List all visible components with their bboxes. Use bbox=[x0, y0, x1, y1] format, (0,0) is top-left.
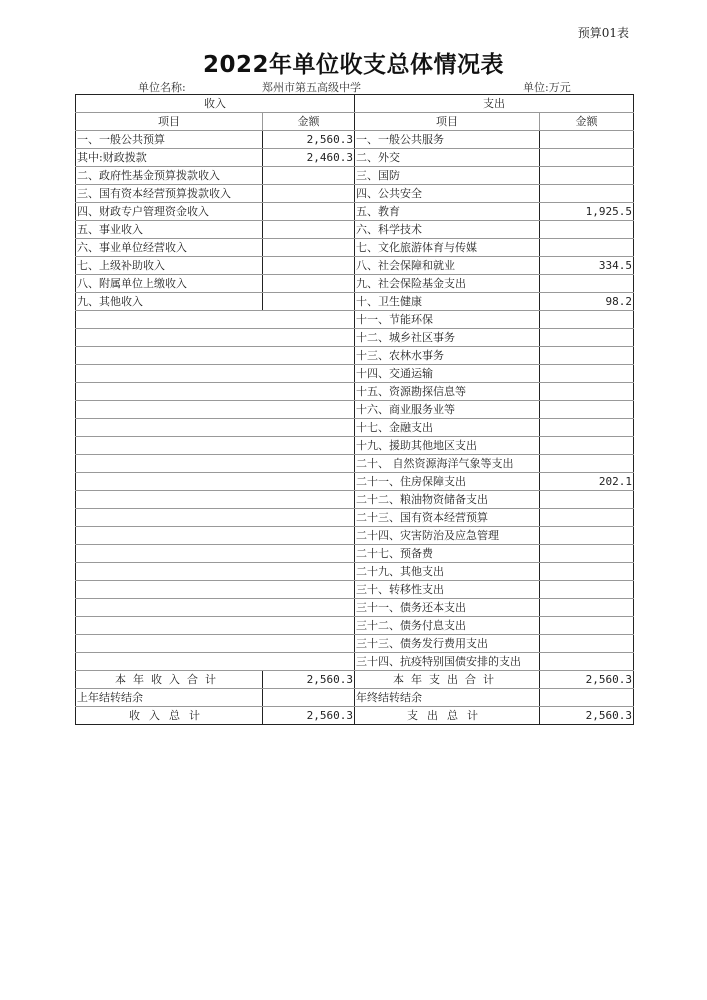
income-item: 五、事业收入 bbox=[76, 221, 263, 239]
expense-amount bbox=[540, 365, 634, 383]
table-row bbox=[76, 329, 634, 347]
income-amount: 2,560.3 bbox=[263, 131, 355, 149]
expense-year-total-amount: 2,560.3 bbox=[540, 671, 634, 689]
expense-amount: 98.2 bbox=[540, 293, 634, 311]
table-row bbox=[76, 347, 634, 365]
currency-unit: 单位:万元 bbox=[523, 81, 571, 94]
income-empty-cell bbox=[76, 473, 355, 491]
expense-amount bbox=[540, 347, 634, 365]
income-empty-cell bbox=[76, 563, 355, 581]
expense-amount bbox=[540, 545, 634, 563]
expense-item: 十一、节能环保 bbox=[355, 311, 540, 329]
income-amount bbox=[263, 185, 355, 203]
expense-item: 十七、金融支出 bbox=[355, 419, 540, 437]
expense-year-total-label: 本年支出合计 bbox=[355, 671, 540, 689]
income-item: 七、上级补助收入 bbox=[76, 257, 263, 275]
expense-item: 十三、农林水事务 bbox=[355, 347, 540, 365]
income-grand-total-amount: 2,560.3 bbox=[263, 707, 355, 725]
expense-amount: 334.5 bbox=[540, 257, 634, 275]
expense-item: 二十一、住房保障支出 bbox=[355, 473, 540, 491]
income-empty-cell bbox=[76, 599, 355, 617]
expense-amount bbox=[540, 635, 634, 653]
income-empty-cell bbox=[76, 347, 355, 365]
expense-amount bbox=[540, 527, 634, 545]
expense-amount bbox=[540, 275, 634, 293]
income-item-col-header: 项目 bbox=[76, 113, 263, 131]
table-row bbox=[76, 617, 634, 635]
expense-item: 三十、转移性支出 bbox=[355, 581, 540, 599]
table-row bbox=[76, 311, 634, 329]
expense-amount bbox=[540, 239, 634, 257]
income-item: 二、政府性基金预算拨款收入 bbox=[76, 167, 263, 185]
income-empty-cell bbox=[76, 527, 355, 545]
income-empty-cell bbox=[76, 419, 355, 437]
table-row bbox=[76, 203, 634, 221]
expense-header: 支出 bbox=[355, 95, 634, 113]
expense-amount: 202.1 bbox=[540, 473, 634, 491]
unit-name: 郑州市第五高级中学 bbox=[262, 81, 361, 94]
table-row bbox=[76, 365, 634, 383]
income-amount bbox=[263, 167, 355, 185]
income-item: 四、财政专户管理资金收入 bbox=[76, 203, 263, 221]
income-empty-cell bbox=[76, 491, 355, 509]
income-item: 九、其他收入 bbox=[76, 293, 263, 311]
table-row bbox=[76, 491, 634, 509]
expense-amount bbox=[540, 131, 634, 149]
income-item: 六、事业单位经营收入 bbox=[76, 239, 263, 257]
income-empty-cell bbox=[76, 437, 355, 455]
expense-item: 十五、资源勘探信息等 bbox=[355, 383, 540, 401]
income-item: 一、一般公共预算 bbox=[76, 131, 263, 149]
income-year-total-label: 本年收入合计 bbox=[76, 671, 263, 689]
income-amount-col-header: 金额 bbox=[263, 113, 355, 131]
income-empty-cell bbox=[76, 401, 355, 419]
expense-item: 三十一、债务还本支出 bbox=[355, 599, 540, 617]
table-row bbox=[76, 509, 634, 527]
table-row bbox=[76, 653, 634, 671]
table-row bbox=[76, 437, 634, 455]
expense-amount bbox=[540, 509, 634, 527]
income-item: 三、国有资本经营预算拨款收入 bbox=[76, 185, 263, 203]
expense-item: 十二、城乡社区事务 bbox=[355, 329, 540, 347]
table-row bbox=[76, 167, 634, 185]
budget-table bbox=[75, 94, 634, 725]
expense-item: 九、社会保险基金支出 bbox=[355, 275, 540, 293]
expense-item-col-header: 项目 bbox=[355, 113, 540, 131]
income-empty-cell bbox=[76, 509, 355, 527]
income-item: 其中:财政拨款 bbox=[76, 149, 263, 167]
expense-amount bbox=[540, 563, 634, 581]
income-amount bbox=[263, 203, 355, 221]
expense-amount bbox=[540, 149, 634, 167]
carryover-row bbox=[76, 689, 634, 707]
expense-amount bbox=[540, 167, 634, 185]
expense-carryover-amount bbox=[540, 689, 634, 707]
table-row bbox=[76, 419, 634, 437]
expense-item: 二十九、其他支出 bbox=[355, 563, 540, 581]
income-empty-cell bbox=[76, 455, 355, 473]
income-amount bbox=[263, 293, 355, 311]
income-carryover-label: 上年结转结余 bbox=[76, 689, 263, 707]
income-empty-cell bbox=[76, 311, 355, 329]
unit-name-label: 单位名称: bbox=[138, 81, 186, 94]
income-year-total-amount: 2,560.3 bbox=[263, 671, 355, 689]
column-header-row bbox=[76, 113, 634, 131]
expense-amount bbox=[540, 383, 634, 401]
income-amount: 2,460.3 bbox=[263, 149, 355, 167]
expense-amount: 1,925.5 bbox=[540, 203, 634, 221]
table-row bbox=[76, 455, 634, 473]
expense-item: 一、一般公共服务 bbox=[355, 131, 540, 149]
year-total-row bbox=[76, 671, 634, 689]
expense-item: 二十七、预备费 bbox=[355, 545, 540, 563]
table-row bbox=[76, 257, 634, 275]
expense-carryover-label: 年终结转结余 bbox=[355, 689, 540, 707]
expense-amount bbox=[540, 185, 634, 203]
table-row bbox=[76, 563, 634, 581]
table-row bbox=[76, 185, 634, 203]
grand-total-row bbox=[76, 707, 634, 725]
expense-grand-total-amount: 2,560.3 bbox=[540, 707, 634, 725]
expense-amount bbox=[540, 419, 634, 437]
expense-amount bbox=[540, 653, 634, 671]
expense-amount bbox=[540, 437, 634, 455]
expense-amount bbox=[540, 329, 634, 347]
table-row bbox=[76, 149, 634, 167]
income-item: 八、附属单位上缴收入 bbox=[76, 275, 263, 293]
income-grand-total-label: 收入总计 bbox=[76, 707, 263, 725]
expense-item: 六、科学技术 bbox=[355, 221, 540, 239]
table-row bbox=[76, 545, 634, 563]
expense-grand-total-label: 支出总计 bbox=[355, 707, 540, 725]
income-carryover-amount bbox=[263, 689, 355, 707]
table-row bbox=[76, 383, 634, 401]
expense-item: 七、文化旅游体育与传媒 bbox=[355, 239, 540, 257]
income-empty-cell bbox=[76, 653, 355, 671]
table-row bbox=[76, 293, 634, 311]
expense-item: 五、教育 bbox=[355, 203, 540, 221]
table-row bbox=[76, 581, 634, 599]
expense-item: 二十三、国有资本经营预算 bbox=[355, 509, 540, 527]
table-row bbox=[76, 401, 634, 419]
expense-item: 三十二、债务付息支出 bbox=[355, 617, 540, 635]
page-title: 2022年单位收支总体情况表 bbox=[202, 52, 504, 78]
expense-amount bbox=[540, 221, 634, 239]
income-header: 收入 bbox=[76, 95, 355, 113]
income-empty-cell bbox=[76, 383, 355, 401]
table-row bbox=[76, 275, 634, 293]
table-row bbox=[76, 473, 634, 491]
table-row bbox=[76, 599, 634, 617]
expense-item: 四、公共安全 bbox=[355, 185, 540, 203]
expense-item: 二十四、灾害防治及应急管理 bbox=[355, 527, 540, 545]
table-row bbox=[76, 239, 634, 257]
income-empty-cell bbox=[76, 581, 355, 599]
income-amount bbox=[263, 239, 355, 257]
expense-amount bbox=[540, 581, 634, 599]
income-empty-cell bbox=[76, 365, 355, 383]
income-empty-cell bbox=[76, 329, 355, 347]
expense-item: 八、社会保障和就业 bbox=[355, 257, 540, 275]
income-amount bbox=[263, 257, 355, 275]
expense-amount bbox=[540, 599, 634, 617]
expense-amount bbox=[540, 617, 634, 635]
expense-item: 三十四、抗疫特别国债安排的支出 bbox=[355, 653, 540, 671]
expense-item: 二十、 自然资源海洋气象等支出 bbox=[355, 455, 540, 473]
expense-amount-col-header: 金额 bbox=[540, 113, 634, 131]
expense-item: 十九、援助其他地区支出 bbox=[355, 437, 540, 455]
section-header-row bbox=[76, 95, 634, 113]
table-row bbox=[76, 221, 634, 239]
income-amount bbox=[263, 221, 355, 239]
expense-item: 二、外交 bbox=[355, 149, 540, 167]
expense-item: 二十二、粮油物资储备支出 bbox=[355, 491, 540, 509]
expense-amount bbox=[540, 401, 634, 419]
expense-item: 三十三、债务发行费用支出 bbox=[355, 635, 540, 653]
expense-item: 十六、商业服务业等 bbox=[355, 401, 540, 419]
form-number: 预算01表 bbox=[577, 26, 629, 40]
expense-item: 十四、交通运输 bbox=[355, 365, 540, 383]
expense-amount bbox=[540, 491, 634, 509]
income-empty-cell bbox=[76, 545, 355, 563]
table-row bbox=[76, 527, 634, 545]
expense-amount bbox=[540, 311, 634, 329]
table-row bbox=[76, 635, 634, 653]
income-empty-cell bbox=[76, 617, 355, 635]
income-empty-cell bbox=[76, 635, 355, 653]
table-row bbox=[76, 131, 634, 149]
income-amount bbox=[263, 275, 355, 293]
expense-item: 十、卫生健康 bbox=[355, 293, 540, 311]
expense-item: 三、国防 bbox=[355, 167, 540, 185]
expense-amount bbox=[540, 455, 634, 473]
